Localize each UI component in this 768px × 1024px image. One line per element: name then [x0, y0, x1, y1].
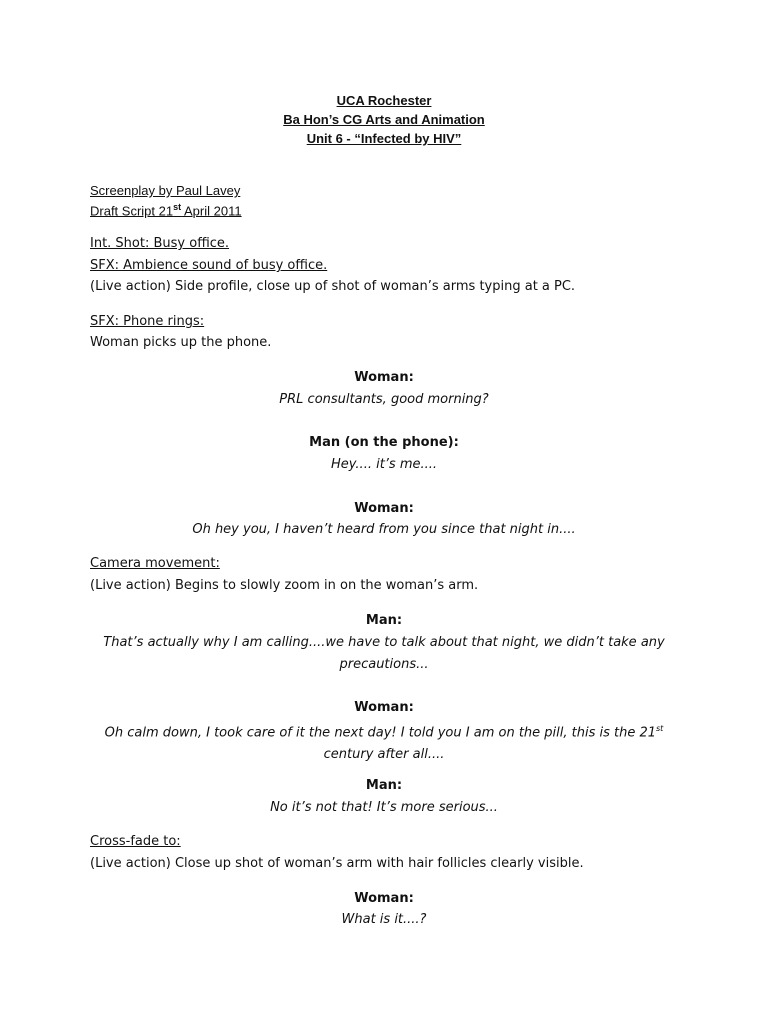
dialogue-line: PRL consultants, good morning? — [279, 392, 489, 407]
dialogue-line: Oh hey you, I haven’t heard from you since that night in.... — [192, 522, 576, 537]
dialogue-line: What is it....? — [341, 912, 427, 927]
draft-date — [90, 202, 242, 218]
dialogue-line — [100, 718, 668, 766]
action-closeup: (Live action) Close up shot of woman’s arm with hair follicles clearly visible. — [90, 856, 584, 871]
action-zoom: (Live action) Begins to slowly zoom in on the woman’s arm. — [90, 578, 479, 593]
sfx-ambience: SFX: Ambience sound of busy office. — [90, 258, 328, 273]
header-school: UCA Rochester — [336, 93, 432, 108]
dialogue-part: Oh calm down, I took care of it the next day! I told you I am on the pill, this is the 21 — [104, 725, 657, 741]
draft-date-suffix: April 2011 — [181, 203, 242, 219]
sfx-phone: SFX: Phone rings: — [90, 314, 205, 329]
speaker-woman: Woman: — [354, 891, 414, 906]
scene-heading: Int. Shot: Busy office. — [90, 236, 230, 251]
speaker-man-phone: Man (on the phone): — [309, 435, 459, 450]
dialogue-line: Hey.... it’s me.... — [330, 457, 438, 472]
screenplay-credit: Screenplay by Paul Lavey — [90, 183, 241, 198]
draft-date-prefix: Draft Script 21 — [90, 203, 174, 219]
dialogue-part: century after all.... — [323, 747, 445, 763]
camera-movement: Camera movement: — [90, 556, 220, 571]
speaker-woman: Woman: — [354, 700, 414, 715]
dialogue-sup: st — [656, 724, 664, 733]
speaker-man: Man: — [365, 613, 403, 628]
speaker-woman: Woman: — [354, 501, 414, 516]
speaker-woman: Woman: — [354, 370, 414, 385]
header-unit: Unit 6 - “Infected by HIV” — [306, 131, 462, 146]
dialogue-line: That’s actually why I am calling....we have to talk about that night, we didn’t take any precautions... — [103, 635, 665, 672]
speaker-man: Man: — [365, 778, 403, 793]
action-typing: (Live action) Side profile, close up of shot of woman’s arms typing at a PC. — [90, 279, 576, 294]
draft-date-sup: st — [173, 202, 182, 212]
dialogue-line: No it’s not that! It’s more serious... — [270, 800, 498, 815]
header-course: Ba Hon’s CG Arts and Animation — [283, 112, 485, 127]
cross-fade: Cross-fade to: — [90, 834, 181, 849]
action-phone: Woman picks up the phone. — [90, 335, 272, 350]
